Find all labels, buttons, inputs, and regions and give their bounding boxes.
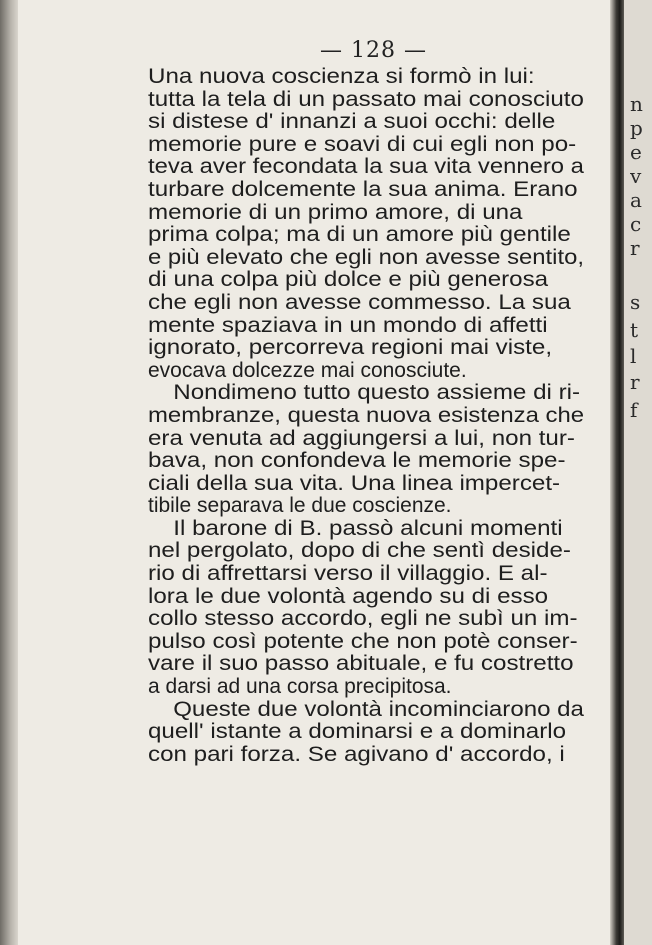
text-line: pulso così potente che non potè conser- [148,629,578,653]
text-line: membranze, questa nuova esistenza che [148,403,585,427]
text-line: nel pergolato, dopo di che sentì deside- [148,539,571,563]
edge-letter: a [630,188,642,212]
edge-letter: t [630,318,639,342]
text-line: evocava dolcezze mai conosciute. [148,358,467,382]
edge-letter: e [630,140,642,164]
text-line: rio di affrettarsi verso il villaggio. E al- [148,562,548,586]
text-line: quell' istante a dominarsi e a dominarlo [148,720,567,744]
text-line: Nondimeno tutto questo assieme di ri- [173,381,581,405]
text-line: prima colpa; ma di un amore più gentile [148,223,571,247]
text-line: Queste due volontà incominciarono da [173,697,584,721]
text-line: turbare dolcemente la sua anima. Erano [148,177,578,201]
edge-letter: p [630,116,643,140]
text-line: tutta la tela di un passato mai conosciuto [148,87,584,111]
book-spine-shadow [0,0,18,945]
text-line: lora le due volontà agendo su di esso [148,584,549,608]
text-line: era venuta ad aggiungersi a lui, non tur- [148,426,575,450]
text-line: teva aver fecondata la sua vita vennero a [148,155,584,179]
text-line: ciali della sua vita. Una linea impercet- [148,471,561,495]
edge-letter: s [630,290,641,314]
edge-letter: r [630,236,640,260]
text-line: di una colpa più dolce e più generosa [148,268,549,292]
body-text [148,66,584,766]
text-line: a darsi ad una corsa precipitosa. [148,675,452,699]
text-line: bava, non confondeva le memorie spe- [148,449,566,473]
text-line: che egli non avesse commesso. La sua [148,290,571,314]
edge-letter: n [630,92,643,116]
text-line: memorie di un primo amore, di una [148,200,523,224]
text-line: mente spaziava in un mondo di affetti [148,313,548,337]
edge-letter: r [630,370,640,394]
text-line: Una nuova coscienza si formò in lui: [148,65,535,88]
page-number: — 128 — [320,38,427,63]
text-line: collo stesso accordo, egli ne subì un im- [148,607,578,631]
text-line: vare il suo passo abituale, e fu costretto [148,652,574,676]
text-line: memorie pure e soavi di cui egli non po- [148,132,577,156]
text-line: Il barone di B. passò alcuni momenti [173,516,563,540]
text-line: tibile separava le due coscienze. [148,494,452,518]
text-line: si distese d' innanzi a suoi occhi: delle [148,110,556,134]
text-line: con pari forza. Se agivano d' accordo, i [148,742,565,766]
edge-letter: f [630,398,638,422]
text-line: e più elevato che egli non avesse sentito, [148,245,584,269]
edge-letter: v [630,164,642,188]
edge-letter: c [630,212,642,236]
text-line: ignorato, percorreva regioni mai viste, [148,336,553,360]
edge-letter: l [630,344,637,368]
